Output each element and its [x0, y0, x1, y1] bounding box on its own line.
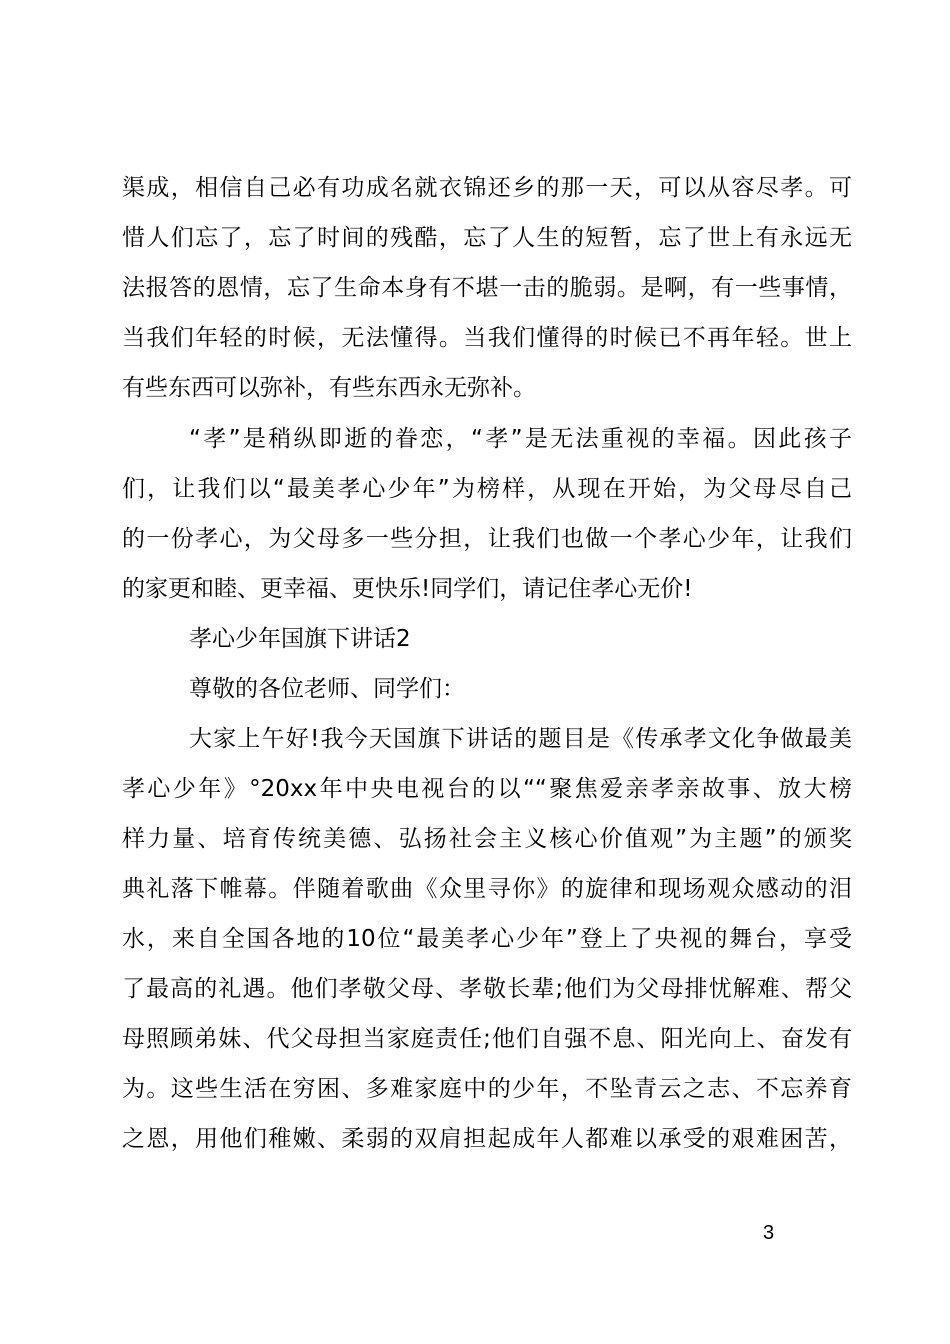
page-number: 3 [763, 1222, 775, 1244]
text-line: 大家上午好!我今天国旗下讲话的题目是《传承孝文化争做最美 [189, 726, 852, 752]
text-line: 有些东西可以弥补，有些东西永无弥补。 [122, 375, 536, 401]
text-line: 法报答的恩情，忘了生命本身有不堪一击的脆弱。是啊，有一些事情， [122, 275, 852, 301]
text-line: 的一份孝心，为父母多一些分担，让我们也做一个孝心少年，让我们 [122, 526, 852, 552]
text-line: 当我们年轻的时候，无法懂得。当我们懂得的时候已不再年轻。世上 [122, 325, 852, 351]
text-line: 渠成，相信自己必有功成名就衣锦还乡的那一天，可以从容尽孝。可 [122, 175, 852, 201]
text-line: 了最高的礼遇。他们孝敬父母、孝敬长辈;他们为父母排忧解难、帮父 [122, 976, 852, 1002]
text-line: 惜人们忘了，忘了时间的残酷，忘了人生的短暂，忘了世上有永远无 [122, 225, 852, 251]
text-line: 们，让我们以“最美孝心少年”为榜样，从现在开始，为父母尽自己 [122, 476, 852, 502]
salutation: 尊敬的各位老师、同学们： [189, 676, 465, 702]
text-line: “孝”是稍纵即逝的眷恋，“孝”是无法重视的幸福。因此孩子 [189, 426, 852, 452]
text-line: 典礼落下帷幕。伴随着歌曲《众里寻你》的旋律和现场观众感动的泪 [122, 876, 852, 902]
text-line: 之恩，用他们稚嫩、柔弱的双肩担起成年人都难以承受的艰难困苦， [122, 1126, 852, 1152]
section-heading: 孝心少年国旗下讲话2 [189, 626, 411, 652]
text-line: 孝心少年》°20xx年中央电视台的以““聚焦爱亲孝亲故事、放大榜 [122, 776, 852, 802]
text-line: 样力量、培育传统美德、弘扬社会主义核心价值观”为主题”的颁奖 [122, 826, 852, 852]
text-line: 水，来自全国各地的10位“最美孝心少年”登上了央视的舞台，享受 [122, 926, 852, 952]
text-line: 的家更和睦、更幸福、更快乐!同学们，请记住孝心无价! [122, 576, 693, 602]
text-line: 为。这些生活在穷困、多难家庭中的少年，不坠青云之志、不忘养育 [122, 1076, 852, 1102]
text-line: 母照顾弟妹、代父母担当家庭责任;他们自强不息、阳光向上、奋发有 [122, 1026, 852, 1052]
